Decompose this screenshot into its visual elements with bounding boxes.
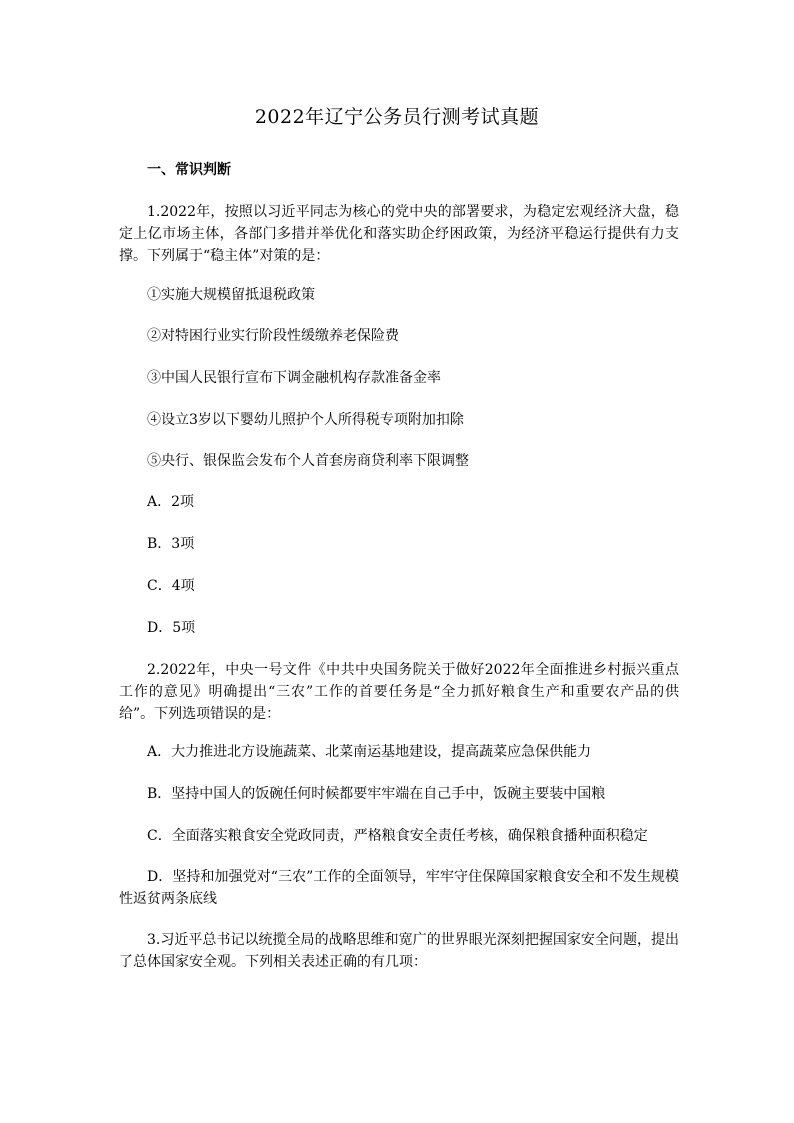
question-2-option-d: D．坚持和加强党对“三农”工作的全面领导，牢牢守住保障国家粮食安全和不发生规模性返贫两条底线 xyxy=(119,869,679,907)
section-heading: 一、常识判断 xyxy=(147,162,231,178)
question-1-item-1: ①实施大规模留抵退税政策 xyxy=(147,287,315,303)
document-title: 2022年辽宁公务员行测考试真题 xyxy=(254,106,540,128)
question-1-option-b: B．3项 xyxy=(147,536,195,552)
question-2-stem: 2.2022年，中央一号文件《中共中央国务院关于做好2022年全面推进乡村振兴重点工作的意见》明确提出“三农”工作的首要任务是“全力抓好粮食生产和重要农产品的供给”。下列选项错误的是： xyxy=(119,662,679,722)
question-1-item-2: ②对特困行业实行阶段性缓缴养老保险费 xyxy=(147,328,399,344)
question-1-item-5: ⑤央行、银保监会发布个人首套房商贷利率下限调整 xyxy=(147,453,469,469)
question-2-option-c: C．全面落实粮食安全党政同责，严格粮食安全责任考核，确保粮食播种面积稳定 xyxy=(147,828,648,844)
question-1-option-c: C．4项 xyxy=(147,578,195,594)
question-2-option-a: A．大力推进北方设施蔬菜、北菜南运基地建设，提高蔬菜应急保供能力 xyxy=(147,744,592,760)
question-1-stem: 1.2022年，按照以习近平同志为核心的党中央的部署要求，为稳定宏观经济大盘，稳定上亿市场主体，各部门多措并举优化和落实助企纾困政策，为经济平稳运行提供有力支撑。下列属于“稳主体”对策的是： xyxy=(119,204,679,264)
question-1-item-3: ③中国人民银行宣布下调金融机构存款准备金率 xyxy=(147,370,441,386)
question-1-option-a: A．2项 xyxy=(147,494,195,510)
question-3-stem: 3.习近平总书记以统揽全局的战略思维和宽广的世界眼光深刻把握国家安全问题，提出了总体国家安全观。下列相关表述正确的有几项： xyxy=(119,932,679,970)
question-1-item-4: ④设立3岁以下婴幼儿照护个人所得税专项附加扣除 xyxy=(147,412,464,428)
question-2-option-b: B．坚持中国人的饭碗任何时候都要牢牢端在自己手中，饭碗主要装中国粮 xyxy=(147,786,606,802)
question-1-option-d: D．5项 xyxy=(147,620,196,636)
